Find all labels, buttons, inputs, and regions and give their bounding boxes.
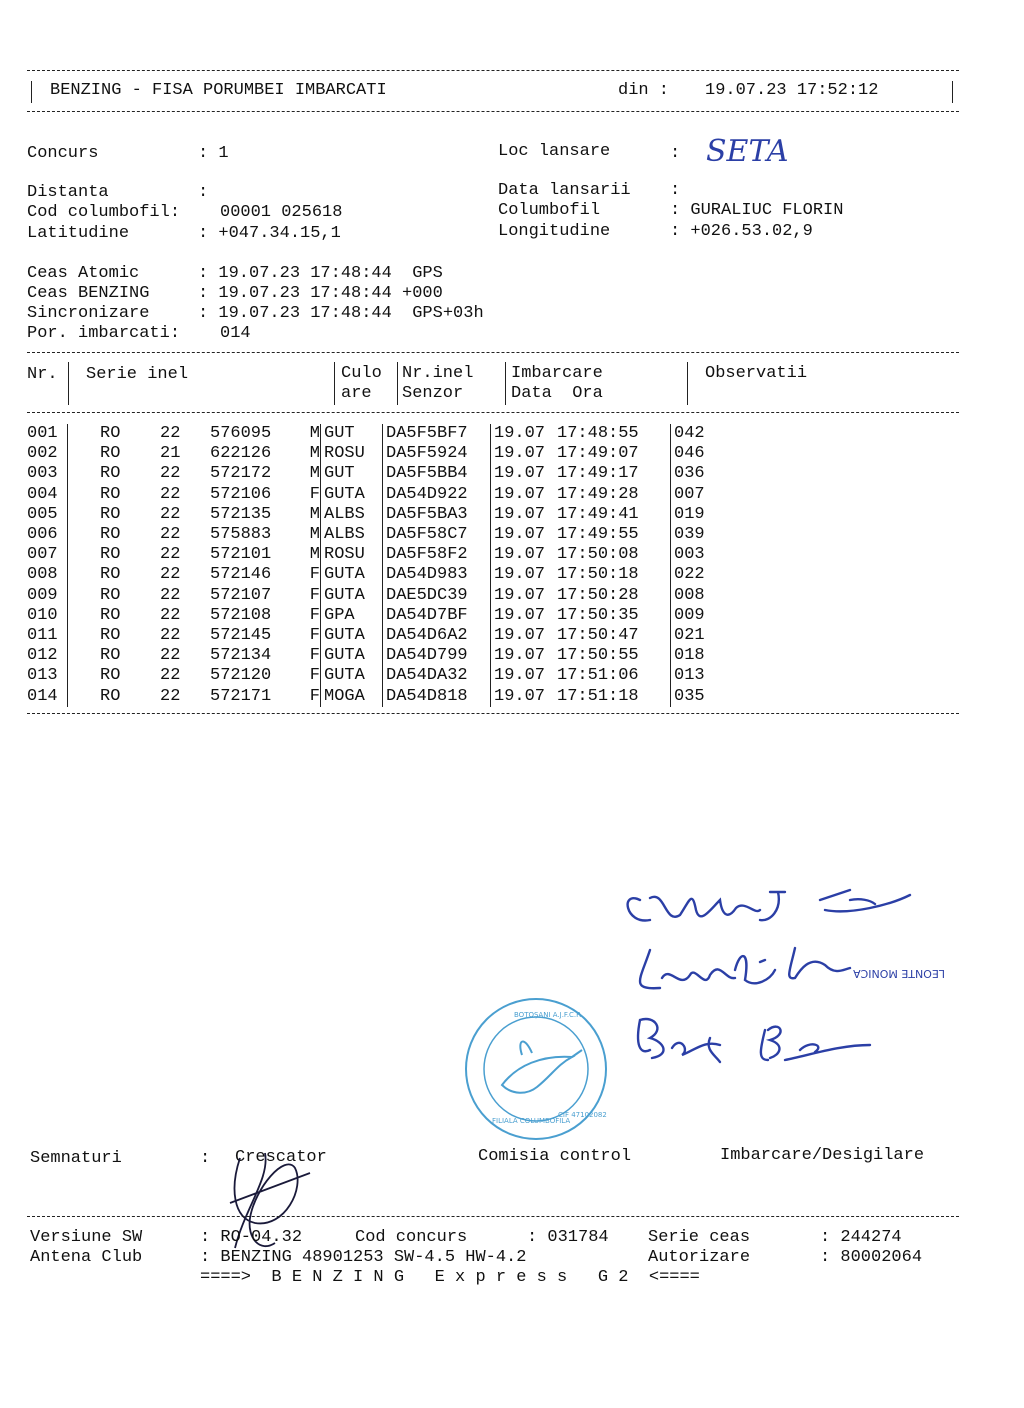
table-row — [27, 525, 705, 545]
row-datetime — [491, 505, 671, 525]
concurs-label: Concurs — [27, 144, 99, 163]
row-sensor: DA54D922 — [383, 485, 491, 505]
row-sensor: DA5F5BA3 — [383, 505, 491, 525]
row-year: 22 — [160, 625, 181, 645]
row-nr: 009 — [27, 586, 68, 606]
row-color: MOGA — [321, 686, 383, 706]
header-right-bar — [952, 81, 953, 103]
row-sex: F — [300, 586, 321, 606]
row-sensor: DA5F58C7 — [383, 525, 491, 545]
table-row — [27, 505, 705, 525]
row-color: ALBS — [321, 525, 383, 545]
row-nr: 014 — [27, 686, 68, 706]
row-datetime — [491, 626, 671, 646]
row-ring-number: 572146 — [210, 565, 272, 585]
row-datetime — [491, 525, 671, 545]
row-sex: F — [300, 646, 321, 666]
row-sensor: DA54DA32 — [383, 666, 491, 686]
row-year: 22 — [160, 686, 181, 706]
table-bottom-rule — [27, 713, 959, 714]
row-ring-number: 572145 — [210, 625, 272, 645]
row-observation: 003 — [674, 545, 705, 565]
header-left-bar — [31, 81, 32, 103]
col-header-nrinel-1: Nr.inel — [402, 364, 474, 383]
header-divider — [68, 362, 69, 405]
table-row — [27, 565, 705, 585]
cod-concurs-value: : 031784 — [527, 1228, 609, 1247]
concurs-value: : 1 — [198, 144, 229, 163]
autorizare-value: : 80002064 — [820, 1248, 923, 1267]
row-color: GUTA — [321, 666, 383, 686]
row-datetime — [491, 646, 671, 666]
signatures-sep: : — [200, 1149, 211, 1168]
row-ring-number: 572120 — [210, 666, 272, 686]
col-header-culoare-1: Culo — [341, 364, 382, 383]
signatures-label: Semnaturi — [30, 1149, 122, 1168]
row-nr: 011 — [27, 626, 68, 646]
row-date: 19.07 — [494, 686, 546, 706]
row-sensor: DA5F5BF7 — [383, 424, 491, 444]
row-datetime — [491, 606, 671, 626]
row-sex: F — [300, 666, 321, 686]
row-sex: M — [300, 464, 321, 484]
row-year: 22 — [160, 545, 181, 565]
row-sensor: DA54D799 — [383, 646, 491, 666]
row-datetime — [491, 444, 671, 464]
row-sensor: DA54D7BF — [383, 606, 491, 626]
row-ring-number: 572106 — [210, 484, 272, 504]
row-observation: 007 — [674, 484, 705, 504]
row-nr: 013 — [27, 666, 68, 686]
columbofil-value: : GURALIUC FLORIN — [670, 201, 844, 220]
col-header-nrinel-2: Senzor — [402, 384, 464, 403]
row-country: RO — [100, 565, 121, 585]
row-sex: F — [300, 626, 321, 646]
row-country: RO — [100, 504, 121, 524]
row-date: 19.07 — [494, 625, 546, 645]
table-row — [27, 444, 705, 464]
table-row — [27, 686, 705, 706]
cod-columbofil-label: Cod columbofil: — [27, 203, 181, 222]
row-year: 22 — [160, 525, 181, 545]
row-date: 19.07 — [494, 666, 546, 686]
row-time: 17:49:17 — [557, 464, 639, 484]
row-color: GUTA — [321, 586, 383, 606]
row-nr: 004 — [27, 485, 68, 505]
row-sensor: DA5F5924 — [383, 444, 491, 464]
row-observation: 042 — [674, 424, 705, 444]
row-nr: 008 — [27, 565, 68, 585]
row-time: 17:49:07 — [557, 444, 639, 464]
row-sex: M — [300, 444, 321, 464]
row-datetime — [491, 485, 671, 505]
row-sensor: DA5F58F2 — [383, 545, 491, 565]
distanta-value: : — [198, 183, 209, 202]
distanta-label: Distanta — [27, 183, 109, 202]
row-sex: M — [300, 424, 321, 444]
row-color: GUTA — [321, 565, 383, 585]
row-color: ROSU — [321, 444, 383, 464]
row-observation: 009 — [674, 605, 705, 625]
header-divider — [397, 362, 398, 405]
table-header-rule — [27, 412, 959, 413]
row-ring-number: 572101 — [210, 545, 272, 565]
row-observation: 035 — [674, 686, 705, 706]
row-datetime — [491, 424, 671, 444]
row-datetime — [491, 666, 671, 686]
embarked-count-value: 014 — [220, 324, 251, 343]
row-sex: F — [300, 686, 321, 706]
row-sensor: DA54D983 — [383, 565, 491, 585]
row-year: 22 — [160, 666, 181, 686]
row-color: ALBS — [321, 505, 383, 525]
row-color: GUT — [321, 464, 383, 484]
handwritten-signatures — [610, 870, 970, 1090]
row-year: 22 — [160, 464, 181, 484]
row-country: RO — [100, 424, 121, 444]
row-time: 17:49:41 — [557, 504, 639, 524]
row-nr: 003 — [27, 464, 68, 484]
row-country: RO — [100, 444, 121, 464]
row-nr: 010 — [27, 606, 68, 626]
columbofil-label: Columbofil — [498, 201, 601, 220]
row-sensor: DA54D6A2 — [383, 626, 491, 646]
longitudine-value: : +026.53.02,9 — [670, 222, 813, 241]
row-year: 22 — [160, 504, 181, 524]
row-year: 22 — [160, 484, 181, 504]
table-row — [27, 424, 705, 444]
col-header-serie: Serie inel — [86, 365, 189, 384]
row-date: 19.07 — [494, 504, 546, 524]
col-header-culoare-2: are — [341, 384, 372, 403]
row-datetime — [491, 464, 671, 484]
row-color: GUTA — [321, 626, 383, 646]
antena-value: : BENZING 48901253 SW-4.5 HW-4.2 — [200, 1248, 527, 1267]
row-observation: 008 — [674, 585, 705, 605]
row-sex: M — [300, 525, 321, 545]
table-row — [27, 666, 705, 686]
versiune-value: : RO-04.32 — [200, 1228, 303, 1247]
row-country: RO — [100, 605, 121, 625]
table-row — [27, 646, 705, 666]
row-nr: 007 — [27, 545, 68, 565]
col-header-observatii: Observatii — [705, 364, 808, 383]
row-year: 22 — [160, 585, 181, 605]
header-divider — [687, 362, 688, 405]
row-datetime — [491, 545, 671, 565]
row-country: RO — [100, 464, 121, 484]
benzing-banner: ====> B E N Z I N G E x p r e s s G 2 <==== — [200, 1268, 700, 1287]
pigeons-table — [27, 424, 705, 707]
row-color: GPA — [321, 606, 383, 626]
row-observation: 036 — [674, 464, 705, 484]
row-date: 19.07 — [494, 585, 546, 605]
row-time: 17:51:06 — [557, 666, 639, 686]
row-sex: F — [300, 606, 321, 626]
cod-concurs-label: Cod concurs — [355, 1228, 468, 1247]
row-date: 19.07 — [494, 565, 546, 585]
row-ring-number: 572172 — [210, 464, 272, 484]
row-country: RO — [100, 545, 121, 565]
clock-label-benzing: Ceas BENZING — [27, 284, 150, 303]
autorizare-label: Autorizare — [648, 1248, 751, 1267]
club-stamp — [462, 995, 610, 1143]
row-nr: 005 — [27, 505, 68, 525]
row-year: 22 — [160, 605, 181, 625]
din-label: din : — [618, 81, 670, 100]
header-divider — [505, 362, 506, 405]
row-country: RO — [100, 666, 121, 686]
row-year: 22 — [160, 424, 181, 444]
row-year: 21 — [160, 444, 181, 464]
col-header-imbarcare-1: Imbarcare — [511, 364, 603, 383]
row-ring-number: 572108 — [210, 605, 272, 625]
svg-text:FILIALA COLUMBOFILA: FILIALA COLUMBOFILA — [492, 1117, 571, 1125]
row-color: ROSU — [321, 545, 383, 565]
row-sex: F — [300, 485, 321, 505]
row-country: RO — [100, 646, 121, 666]
row-time: 17:50:47 — [557, 625, 639, 645]
row-ring-number: 572171 — [210, 686, 272, 706]
latitudine-value: : +047.34.15,1 — [198, 224, 341, 243]
versiune-label: Versiune SW — [30, 1228, 143, 1247]
clock-value-benzing: : 19.07.23 17:48:44 +000 — [198, 284, 443, 303]
row-country: RO — [100, 686, 121, 706]
row-date: 19.07 — [494, 484, 546, 504]
latitudine-label: Latitudine — [27, 224, 130, 243]
clock-label-atomic: Ceas Atomic — [27, 264, 140, 283]
cod-columbofil-value: 00001 025618 — [220, 203, 343, 222]
header-divider — [334, 362, 335, 405]
table-row — [27, 464, 705, 484]
header-bottom-rule — [27, 111, 959, 112]
row-sex: F — [300, 565, 321, 585]
row-sex: M — [300, 505, 321, 525]
row-observation: 019 — [674, 504, 705, 524]
row-color: GUTA — [321, 646, 383, 666]
row-time: 17:51:18 — [557, 686, 639, 706]
antena-label: Antena Club — [30, 1248, 143, 1267]
crescator-label: Crescator — [235, 1148, 327, 1167]
row-observation: 039 — [674, 525, 705, 545]
footer-rule — [27, 1216, 959, 1217]
row-observation: 018 — [674, 646, 705, 666]
table-row — [27, 626, 705, 646]
imbarcare-desigilare-label: Imbarcare/Desigilare — [720, 1146, 925, 1165]
row-datetime — [491, 586, 671, 606]
row-sex: M — [300, 545, 321, 565]
pigeons-table-body — [27, 424, 705, 707]
row-color: GUTA — [321, 485, 383, 505]
row-nr: 012 — [27, 646, 68, 666]
table-row — [27, 545, 705, 565]
row-country: RO — [100, 525, 121, 545]
print-datetime: 19.07.23 17:52:12 — [705, 81, 879, 100]
row-sensor: DAE5DC39 — [383, 586, 491, 606]
row-date: 19.07 — [494, 545, 546, 565]
row-date: 19.07 — [494, 525, 546, 545]
svg-text:CIF 47102082: CIF 47102082 — [558, 1111, 607, 1119]
data-lansarii-value: : — [670, 181, 681, 200]
row-datetime — [491, 565, 671, 585]
row-nr: 006 — [27, 525, 68, 545]
row-time: 17:50:55 — [557, 646, 639, 666]
row-observation: 013 — [674, 666, 705, 686]
table-top-rule — [27, 352, 959, 353]
row-observation: 022 — [674, 565, 705, 585]
row-year: 22 — [160, 565, 181, 585]
row-color: GUT — [321, 424, 383, 444]
row-date: 19.07 — [494, 464, 546, 484]
data-lansarii-label: Data lansarii — [498, 181, 631, 200]
col-header-nr: Nr. — [27, 365, 58, 384]
header-top-rule — [27, 70, 959, 71]
row-datetime — [491, 686, 671, 706]
longitudine-label: Longitudine — [498, 222, 611, 241]
row-time: 17:49:28 — [557, 484, 639, 504]
row-time: 17:48:55 — [557, 424, 639, 444]
row-ring-number: 575883 — [210, 525, 272, 545]
serie-ceas-value: : 244274 — [820, 1228, 902, 1247]
row-time: 17:50:08 — [557, 545, 639, 565]
row-nr: 001 — [27, 424, 68, 444]
loc-lansare-sep: : — [670, 144, 681, 163]
row-sensor: DA54D818 — [383, 686, 491, 706]
row-ring-number: 572107 — [210, 585, 272, 605]
row-time: 17:50:18 — [557, 565, 639, 585]
row-observation: 021 — [674, 625, 705, 645]
row-sensor: DA5F5BB4 — [383, 464, 491, 484]
table-row — [27, 485, 705, 505]
embarked-count-label: Por. imbarcati: — [27, 324, 181, 343]
clock-value-sync: : 19.07.23 17:48:44 GPS+03h — [198, 304, 484, 323]
row-date: 19.07 — [494, 444, 546, 464]
row-country: RO — [100, 484, 121, 504]
comisia-control-label: Comisia control — [478, 1147, 632, 1166]
row-ring-number: 576095 — [210, 424, 272, 444]
row-date: 19.07 — [494, 605, 546, 625]
table-row — [27, 586, 705, 606]
row-country: RO — [100, 585, 121, 605]
row-date: 19.07 — [494, 424, 546, 444]
row-ring-number: 572135 — [210, 504, 272, 524]
row-time: 17:49:55 — [557, 525, 639, 545]
row-year: 22 — [160, 646, 181, 666]
row-observation: 046 — [674, 444, 705, 464]
clock-label-sync: Sincronizare — [27, 304, 150, 323]
loc-lansare-handwritten: SETA — [706, 134, 789, 169]
row-time: 17:50:28 — [557, 585, 639, 605]
row-ring-number: 622126 — [210, 444, 272, 464]
loc-lansare-label: Loc lansare — [498, 142, 611, 161]
col-header-imbarcare-2: Data Ora — [511, 384, 603, 403]
row-date: 19.07 — [494, 646, 546, 666]
row-nr: 002 — [27, 444, 68, 464]
row-ring-number: 572134 — [210, 646, 272, 666]
document-title: BENZING - FISA PORUMBEI IMBARCATI — [50, 81, 387, 100]
serie-ceas-label: Serie ceas — [648, 1228, 751, 1247]
row-time: 17:50:35 — [557, 605, 639, 625]
svg-text:BOTOȘANI A.J.F.C.R: BOTOȘANI A.J.F.C.R — [514, 1011, 582, 1019]
row-country: RO — [100, 625, 121, 645]
table-row — [27, 606, 705, 626]
name-stamp-text: LEONTE MONICA — [853, 967, 945, 980]
clock-value-atomic: : 19.07.23 17:48:44 GPS — [198, 264, 443, 283]
